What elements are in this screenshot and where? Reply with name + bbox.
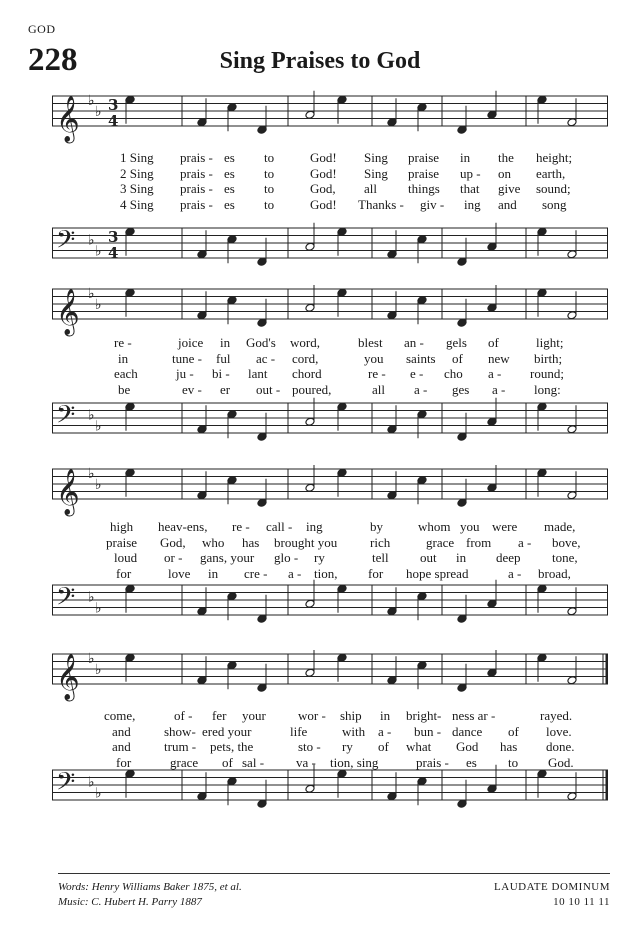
lyric-syllable: 1 Sing bbox=[120, 150, 154, 165]
lyric-syllable: gels bbox=[446, 335, 467, 350]
lyric-line bbox=[52, 366, 612, 382]
lyric-syllable: give bbox=[498, 181, 521, 196]
lyric-syllable: for bbox=[116, 565, 132, 581]
lyric-syllable: to bbox=[264, 165, 275, 181]
music-system-2 bbox=[52, 285, 612, 455]
lyric-syllable: in bbox=[220, 335, 231, 350]
lyric-syllable: prais - bbox=[180, 150, 213, 165]
lyric-syllable: by bbox=[370, 519, 383, 534]
lyric-syllable: who bbox=[202, 534, 225, 550]
lyric-syllable: up - bbox=[460, 165, 481, 181]
lyric-syllable: an - bbox=[404, 335, 424, 350]
flat-icon: ♭ bbox=[95, 297, 102, 313]
treble-clef-icon: 𝄞 bbox=[56, 96, 80, 142]
flat-icon: ♭ bbox=[88, 465, 95, 482]
lyric-syllable: God! bbox=[310, 165, 337, 181]
lyric-syllable: rich bbox=[370, 534, 391, 550]
flat-icon: ♭ bbox=[95, 785, 102, 802]
lyric-syllable: 2 Sing bbox=[120, 165, 154, 181]
lyric-syllable: bright- bbox=[406, 708, 442, 723]
treble-clef-icon: 𝄞 bbox=[56, 654, 80, 700]
lyric-syllable: va - bbox=[296, 754, 316, 770]
flat-icon: ♭ bbox=[95, 243, 102, 260]
lyric-syllable: God. bbox=[548, 754, 574, 770]
lyric-line bbox=[52, 335, 612, 351]
lyric-syllable: brought you bbox=[274, 534, 338, 550]
lyrics-block-3 bbox=[52, 519, 612, 581]
lyric-syllable: be bbox=[118, 381, 131, 397]
lyric-syllable: broad, bbox=[538, 565, 571, 581]
lyric-syllable: praise bbox=[106, 534, 138, 550]
lyric-syllable: giv - bbox=[420, 196, 445, 212]
lyric-line bbox=[52, 739, 612, 755]
lyric-syllable: God! bbox=[310, 150, 337, 165]
tune-name: LAUDATE DOMINUM bbox=[494, 881, 610, 893]
treble-clef-icon: 𝄞 bbox=[56, 469, 80, 515]
lyric-syllable: es bbox=[224, 196, 235, 212]
lyric-syllable: ing bbox=[306, 519, 323, 534]
bass-clef-icon: 𝄢 bbox=[56, 400, 76, 436]
time-signature-top: 3 bbox=[108, 228, 119, 246]
lyric-syllable: done. bbox=[546, 739, 575, 754]
words-credit: Words: Henry Williams Baker 1875, et al. bbox=[58, 881, 242, 893]
lyric-syllable: Sing bbox=[364, 150, 388, 165]
lyric-syllable: God! bbox=[310, 196, 337, 212]
lyric-syllable: out bbox=[420, 550, 437, 565]
hymn-title: Sing Praises to God bbox=[219, 48, 421, 74]
flat-icon: ♭ bbox=[95, 104, 102, 120]
lyric-syllable: to bbox=[264, 181, 275, 196]
lyric-syllable: and bbox=[112, 723, 131, 739]
lyric-syllable: trum - bbox=[164, 739, 197, 754]
lyric-syllable: es bbox=[224, 181, 235, 196]
flat-icon: ♭ bbox=[95, 600, 102, 617]
lyric-syllable: whom bbox=[418, 519, 451, 534]
lyric-syllable: ered your bbox=[202, 723, 252, 739]
lyric-syllable: re - bbox=[232, 519, 250, 534]
lyric-syllable: call - bbox=[266, 519, 293, 534]
lyric-syllable: new bbox=[488, 350, 510, 366]
lyric-syllable: ry bbox=[314, 550, 325, 565]
lyric-syllable: to bbox=[508, 754, 519, 770]
lyric-syllable: cord, bbox=[292, 350, 319, 366]
lyric-syllable: of bbox=[222, 754, 233, 770]
lyric-syllable: God, bbox=[310, 181, 336, 196]
flat-icon: ♭ bbox=[88, 589, 95, 606]
lyric-syllable: song bbox=[542, 196, 567, 212]
lyric-syllable: loud bbox=[114, 550, 138, 565]
lyric-syllable: you bbox=[364, 350, 384, 366]
lyric-syllable: a - bbox=[518, 534, 532, 550]
lyric-syllable: chord bbox=[292, 366, 322, 381]
lyric-syllable: es bbox=[224, 150, 235, 165]
lyric-syllable: round; bbox=[530, 366, 564, 381]
time-signature-bottom: 4 bbox=[108, 112, 119, 130]
lyric-syllable: life bbox=[290, 723, 308, 739]
lyric-syllable: God bbox=[456, 739, 479, 754]
lyric-syllable: prais - bbox=[180, 196, 213, 212]
lyric-syllable: 4 Sing bbox=[120, 196, 154, 212]
lyric-syllable: a - bbox=[488, 366, 502, 381]
flat-icon: ♭ bbox=[88, 92, 95, 109]
lyric-syllable: of bbox=[452, 350, 463, 366]
lyric-syllable: on bbox=[498, 165, 511, 181]
bass-clef-icon: 𝄢 bbox=[56, 767, 76, 803]
lyric-syllable: re - bbox=[368, 366, 386, 381]
lyric-syllable: prais - bbox=[416, 754, 449, 770]
lyric-syllable: tone, bbox=[552, 550, 578, 565]
lyric-syllable: of bbox=[508, 723, 519, 739]
lyric-line bbox=[52, 535, 612, 551]
flat-icon: ♭ bbox=[95, 477, 102, 493]
lyric-line bbox=[52, 519, 612, 535]
lyric-syllable: things bbox=[408, 181, 440, 196]
lyric-line bbox=[52, 150, 612, 166]
lyric-syllable: a - bbox=[414, 381, 428, 397]
lyric-syllable: of bbox=[488, 335, 499, 350]
lyric-syllable: birth; bbox=[534, 350, 563, 366]
lyric-syllable: in bbox=[118, 350, 129, 366]
lyric-line bbox=[52, 566, 612, 582]
lyric-syllable: or - bbox=[164, 550, 183, 565]
lyric-syllable: er bbox=[220, 381, 231, 397]
lyric-syllable: in bbox=[380, 708, 391, 723]
lyric-syllable: light; bbox=[536, 335, 564, 350]
lyric-line bbox=[52, 166, 612, 182]
lyric-syllable: Sing bbox=[364, 165, 388, 181]
lyric-line bbox=[52, 181, 612, 197]
lyric-line bbox=[52, 382, 612, 398]
lyric-syllable: sto - bbox=[298, 739, 321, 754]
lyric-syllable: out - bbox=[256, 381, 281, 397]
lyric-syllable: ness ar - bbox=[452, 708, 496, 723]
flat-icon: ♭ bbox=[95, 662, 102, 678]
bass-clef-icon: 𝄢 bbox=[56, 225, 76, 261]
lyric-syllable: cre - bbox=[244, 565, 268, 581]
section-label: GOD bbox=[28, 22, 56, 36]
lyric-syllable: has bbox=[500, 739, 518, 754]
bass-clef-icon: 𝄢 bbox=[56, 582, 76, 618]
lyric-syllable: wor - bbox=[298, 708, 326, 723]
lyric-syllable: made, bbox=[544, 519, 576, 534]
footer-divider bbox=[58, 873, 610, 874]
lyric-syllable: show- bbox=[164, 723, 196, 739]
lyric-syllable: God's bbox=[246, 335, 276, 350]
lyric-syllable: in bbox=[208, 565, 219, 581]
lyric-syllable: 3 Sing bbox=[120, 181, 154, 196]
lyric-syllable: earth, bbox=[536, 165, 566, 181]
lyrics-block-4 bbox=[52, 708, 612, 770]
lyric-syllable: praise bbox=[408, 150, 440, 165]
lyric-syllable: a - bbox=[288, 565, 302, 581]
music-credit: Music: C. Hubert H. Parry 1887 bbox=[58, 896, 202, 908]
lyric-line bbox=[52, 197, 612, 213]
lyric-syllable: and bbox=[112, 739, 131, 754]
lyric-syllable: lant bbox=[248, 366, 268, 381]
flat-icon: ♭ bbox=[88, 650, 95, 667]
lyric-syllable: sal - bbox=[242, 754, 265, 770]
lyric-syllable: bi - bbox=[212, 366, 230, 381]
lyric-syllable: ing bbox=[464, 196, 481, 212]
music-system-4 bbox=[52, 650, 612, 820]
lyric-syllable: in bbox=[456, 550, 467, 565]
lyric-syllable: you bbox=[460, 519, 480, 534]
flat-icon: ♭ bbox=[88, 232, 95, 249]
treble-clef-icon: 𝄞 bbox=[56, 289, 80, 335]
lyric-line bbox=[52, 708, 612, 724]
lyrics-block-2 bbox=[52, 335, 612, 397]
lyric-syllable: has bbox=[242, 534, 260, 550]
time-signature-bottom: 4 bbox=[108, 244, 119, 262]
lyric-syllable: ship bbox=[340, 708, 362, 723]
lyric-syllable: grace bbox=[426, 534, 455, 550]
lyric-syllable: each bbox=[114, 366, 138, 381]
lyric-syllable: all bbox=[364, 181, 377, 196]
lyric-syllable: tion, bbox=[314, 565, 338, 581]
lyric-syllable: with bbox=[342, 723, 366, 739]
lyric-syllable: a - bbox=[508, 565, 522, 581]
lyric-syllable: Thanks - bbox=[358, 196, 404, 212]
lyric-syllable: re - bbox=[114, 335, 132, 350]
lyric-syllable: es bbox=[224, 165, 235, 181]
lyric-syllable: poured, bbox=[292, 381, 332, 397]
lyric-syllable: ry bbox=[342, 739, 353, 754]
lyric-syllable: glo - bbox=[274, 550, 299, 565]
lyric-syllable: from bbox=[466, 534, 492, 550]
time-signature-top: 3 bbox=[108, 96, 119, 114]
lyric-syllable: to bbox=[264, 196, 275, 212]
flat-icon: ♭ bbox=[88, 285, 95, 302]
lyric-syllable: what bbox=[406, 739, 432, 754]
lyric-syllable: blest bbox=[358, 335, 383, 350]
lyric-syllable: prais - bbox=[180, 181, 213, 196]
lyric-syllable: tell bbox=[372, 550, 389, 565]
music-system-3 bbox=[52, 465, 612, 640]
lyric-syllable: to bbox=[264, 150, 275, 165]
lyric-syllable: rayed. bbox=[540, 708, 573, 723]
lyric-syllable: the bbox=[498, 150, 514, 165]
lyric-syllable: heav-ens, bbox=[158, 519, 208, 534]
lyric-syllable: were bbox=[492, 519, 518, 534]
lyric-line bbox=[52, 550, 612, 566]
lyric-syllable: ges bbox=[452, 381, 470, 397]
lyric-syllable: and bbox=[498, 196, 517, 212]
lyric-syllable: for bbox=[116, 754, 132, 770]
meter: 10 10 11 11 bbox=[553, 896, 610, 908]
lyric-syllable: long: bbox=[534, 381, 561, 397]
lyric-syllable: deep bbox=[496, 550, 521, 565]
lyric-syllable: tune - bbox=[172, 350, 202, 366]
lyric-syllable: love. bbox=[546, 723, 572, 739]
hymn-number: 228 bbox=[28, 42, 78, 78]
lyric-syllable: es bbox=[466, 754, 477, 770]
lyric-line bbox=[52, 724, 612, 740]
flat-icon: ♭ bbox=[88, 407, 95, 424]
lyric-line bbox=[52, 755, 612, 771]
lyric-syllable: of - bbox=[174, 708, 193, 723]
lyric-syllable: fer bbox=[212, 708, 227, 723]
lyric-syllable: cho bbox=[444, 366, 463, 381]
music-system-1 bbox=[52, 88, 612, 273]
flat-icon: ♭ bbox=[88, 774, 95, 791]
lyric-syllable: sound; bbox=[536, 181, 571, 196]
lyric-syllable: dance bbox=[452, 723, 483, 739]
lyric-syllable: a - bbox=[492, 381, 506, 397]
lyric-syllable: prais - bbox=[180, 165, 213, 181]
lyric-syllable: ful bbox=[216, 350, 231, 366]
lyric-syllable: joice bbox=[178, 335, 204, 350]
lyric-syllable: all bbox=[372, 381, 385, 397]
lyric-syllable: tion, sing bbox=[330, 754, 379, 770]
lyric-syllable: bun - bbox=[414, 723, 442, 739]
lyric-line bbox=[52, 351, 612, 367]
lyric-syllable: in bbox=[460, 150, 471, 165]
lyric-syllable: pets, the bbox=[210, 739, 254, 754]
lyric-syllable: ac - bbox=[256, 350, 276, 366]
lyric-syllable: saints bbox=[406, 350, 436, 366]
lyric-syllable: your bbox=[242, 708, 266, 723]
lyric-syllable: word, bbox=[290, 335, 320, 350]
lyric-syllable: praise bbox=[408, 165, 440, 181]
lyric-syllable: grace bbox=[170, 754, 199, 770]
final-barline bbox=[606, 770, 609, 800]
lyric-syllable: for bbox=[368, 565, 384, 581]
lyric-syllable: e - bbox=[410, 366, 424, 381]
lyric-syllable: ev - bbox=[182, 381, 202, 397]
lyric-syllable: God, bbox=[160, 534, 186, 550]
lyric-syllable: hope spread bbox=[406, 565, 469, 581]
lyrics-block-1 bbox=[52, 150, 612, 212]
lyric-syllable: of bbox=[378, 739, 389, 754]
lyric-syllable: bove, bbox=[552, 534, 581, 550]
lyric-syllable: high bbox=[110, 519, 134, 534]
lyric-syllable: ju - bbox=[176, 366, 194, 381]
lyric-syllable: that bbox=[460, 181, 480, 196]
lyric-syllable: gans, your bbox=[200, 550, 255, 565]
lyric-syllable: love bbox=[168, 565, 191, 581]
lyric-syllable: a - bbox=[378, 723, 392, 739]
lyric-syllable: come, bbox=[104, 708, 136, 723]
flat-icon: ♭ bbox=[95, 418, 102, 435]
lyric-syllable: height; bbox=[536, 150, 573, 165]
